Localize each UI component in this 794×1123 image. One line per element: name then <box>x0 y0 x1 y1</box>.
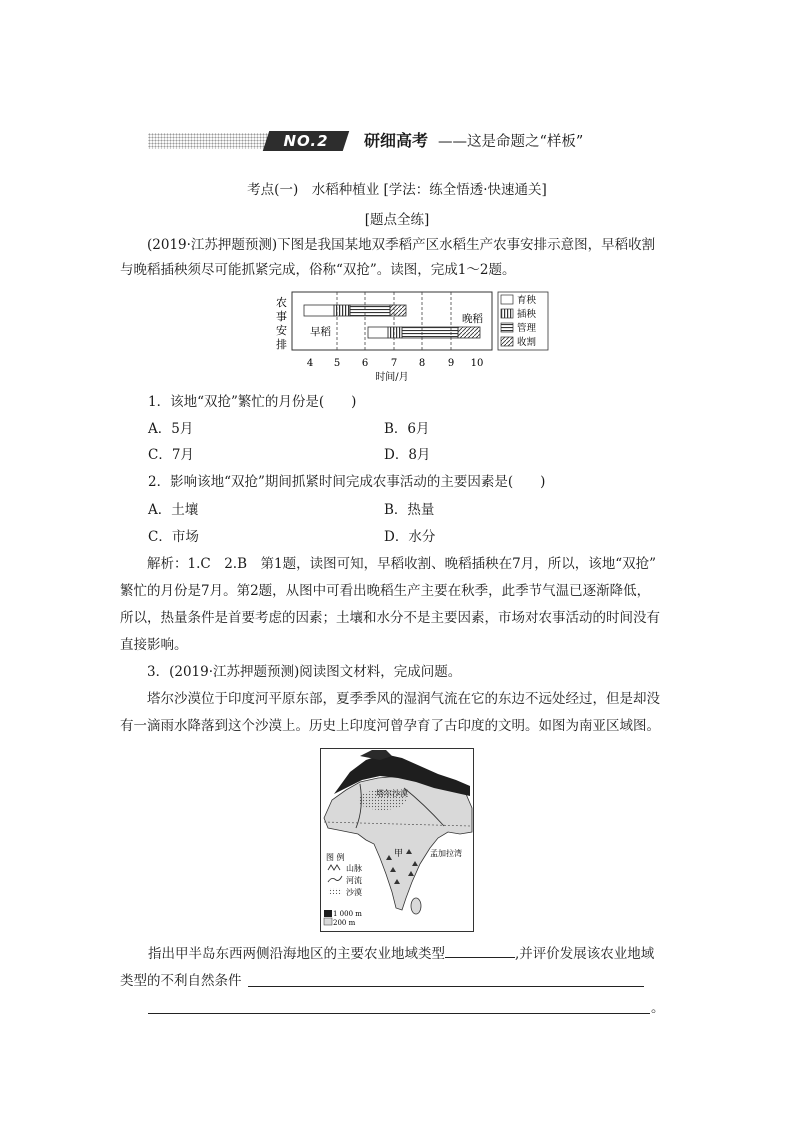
early-manage <box>350 305 390 316</box>
early-rice-bar <box>304 305 406 316</box>
farming-schedule-chart <box>270 288 550 388</box>
kaodian-heading: 考点(一) 水稻种植业 [学法：练全悟透·快速通关] <box>247 182 547 198</box>
map-label-desert: 塔尔沙漠 <box>376 789 408 798</box>
banner-title: 研细高考 <box>364 131 429 150</box>
question-end-mark: 。 <box>651 1000 665 1016</box>
label-late-rice: 晚稻 <box>462 313 483 325</box>
analysis-line-3: 所以，热量条件是首要考虑的因素；土壤和水分不是主要因素，市场对农事活动的时间没有 <box>120 610 660 626</box>
late-transplant <box>388 327 402 338</box>
intro-line-2: 与晚稻插秧须尽可能抓紧完成，俗称“双抢”。读图，完成1～2题。 <box>120 262 516 278</box>
q2-option-b[interactable]: B．热量 <box>384 502 435 518</box>
tick-8: 8 <box>418 358 426 369</box>
ylabel-char-2: 事 <box>276 310 287 323</box>
legend-transplant: 插秧 <box>517 309 537 320</box>
question-line-2: 类型的不利自然条件 <box>120 973 242 989</box>
chart-legend <box>498 292 548 350</box>
q2-option-d[interactable]: D．水分 <box>384 529 436 545</box>
map-sri-lanka <box>411 898 421 914</box>
chart-gridlines <box>337 292 451 350</box>
q2-option-c[interactable]: C．市场 <box>148 529 199 545</box>
tick-9: 9 <box>447 358 455 369</box>
legend-200m-swatch <box>324 918 332 925</box>
q3-stem: 3．(2019·江苏押题预测)阅读图文材料，完成问题。 <box>147 664 462 680</box>
legend-desert-icon <box>328 888 342 894</box>
map-legend-1000m: 1 000 m <box>333 910 362 918</box>
tick-6: 6 <box>361 358 369 369</box>
map-label-jia: 甲 <box>394 849 404 859</box>
chart-x-ticks <box>307 358 484 369</box>
map-label-bay: 孟加拉湾 <box>430 849 462 858</box>
question-text-a: 指出甲半岛东西两侧沿海地区的主要农业地域类型 <box>148 946 445 962</box>
section-banner <box>148 130 648 154</box>
analysis-line-4: 直接影响。 <box>120 637 188 653</box>
q1-option-a[interactable]: A．5月 <box>148 421 194 437</box>
answer-line-2[interactable] <box>248 986 644 987</box>
banner-dot-pattern <box>148 133 278 149</box>
legend-harvest: 收割 <box>517 337 537 348</box>
tick-10: 10 <box>470 358 484 369</box>
tick-5: 5 <box>333 358 341 369</box>
late-manage <box>402 327 458 338</box>
legend-1000m-swatch <box>324 910 332 917</box>
ylabel-char-3: 安 <box>276 324 287 337</box>
q1-option-c[interactable]: C．7月 <box>148 447 194 463</box>
legend-manage: 管理 <box>517 323 537 334</box>
q2-stem: 2．影响该地“双抢”期间抓紧时间完成农事活动的主要因素是( ) <box>148 474 546 490</box>
q1-option-b[interactable]: B．6月 <box>384 421 430 437</box>
map-legend-mountain: 山脉 <box>346 864 362 873</box>
chart-y-label <box>276 296 287 351</box>
chart-x-label: 时间/月 <box>375 372 409 383</box>
label-early-rice: 早稻 <box>310 326 331 338</box>
q3-para-line-2: 有一滴雨水降落到这个沙漠上。历史上印度河曾孕育了古印度的文明。如图为南亚区域图。 <box>120 718 660 734</box>
tidian-heading: [题点全练] <box>364 212 430 228</box>
legend-seedling: 育秧 <box>517 295 537 306</box>
q1-stem: 1．该地“双抢”繁忙的月份是( ) <box>148 394 357 410</box>
banner-badge: NO.2 <box>263 131 349 151</box>
map-legend-title: 图 例 <box>326 853 345 862</box>
map-legend-200m: 200 m <box>333 919 356 927</box>
late-seedling <box>368 327 388 338</box>
ylabel-char-4: 排 <box>276 338 287 351</box>
early-harvest <box>390 305 406 316</box>
analysis-line-1: 解析：1.C 2.B 第1题，读图可知，早稻收割、晚稻插秧在7月，所以，该地“双抢” <box>147 556 656 572</box>
map-legend-river: 河流 <box>346 876 362 885</box>
south-asia-map <box>320 748 474 932</box>
tick-4: 4 <box>306 358 314 369</box>
late-harvest <box>458 327 480 338</box>
q3-para-line-1: 塔尔沙漠位于印度河平原东部，夏季季风的湿润气流在它的东边不远处经过，但是却没 <box>147 691 660 707</box>
tick-7: 7 <box>390 358 398 369</box>
intro-line-1: (2019·江苏押题预测)下图是我国某地双季稻产区水稻生产农事安排示意图，早稻收割 <box>147 237 656 253</box>
early-seedling <box>304 305 334 316</box>
banner-subtitle: ——这是命题之“样板” <box>438 134 584 150</box>
late-rice-bar <box>368 327 480 338</box>
question-text-b: ,并评价发展该农业地域 <box>515 946 655 962</box>
answer-line-3[interactable] <box>148 1013 650 1014</box>
ylabel-char-1: 农 <box>276 296 287 309</box>
q2-option-a[interactable]: A．土壤 <box>148 502 199 518</box>
answer-blank-1[interactable] <box>445 943 515 958</box>
question-line-1 <box>148 942 708 967</box>
analysis-line-2: 繁忙的月份是7月。第2题，从图中可看出晚稻生产主要在秋季，此季节气温已逐渐降低， <box>120 583 651 599</box>
map-legend-desert: 沙漠 <box>346 888 362 897</box>
q1-option-d[interactable]: D．8月 <box>384 447 431 463</box>
early-transplant <box>334 305 350 316</box>
